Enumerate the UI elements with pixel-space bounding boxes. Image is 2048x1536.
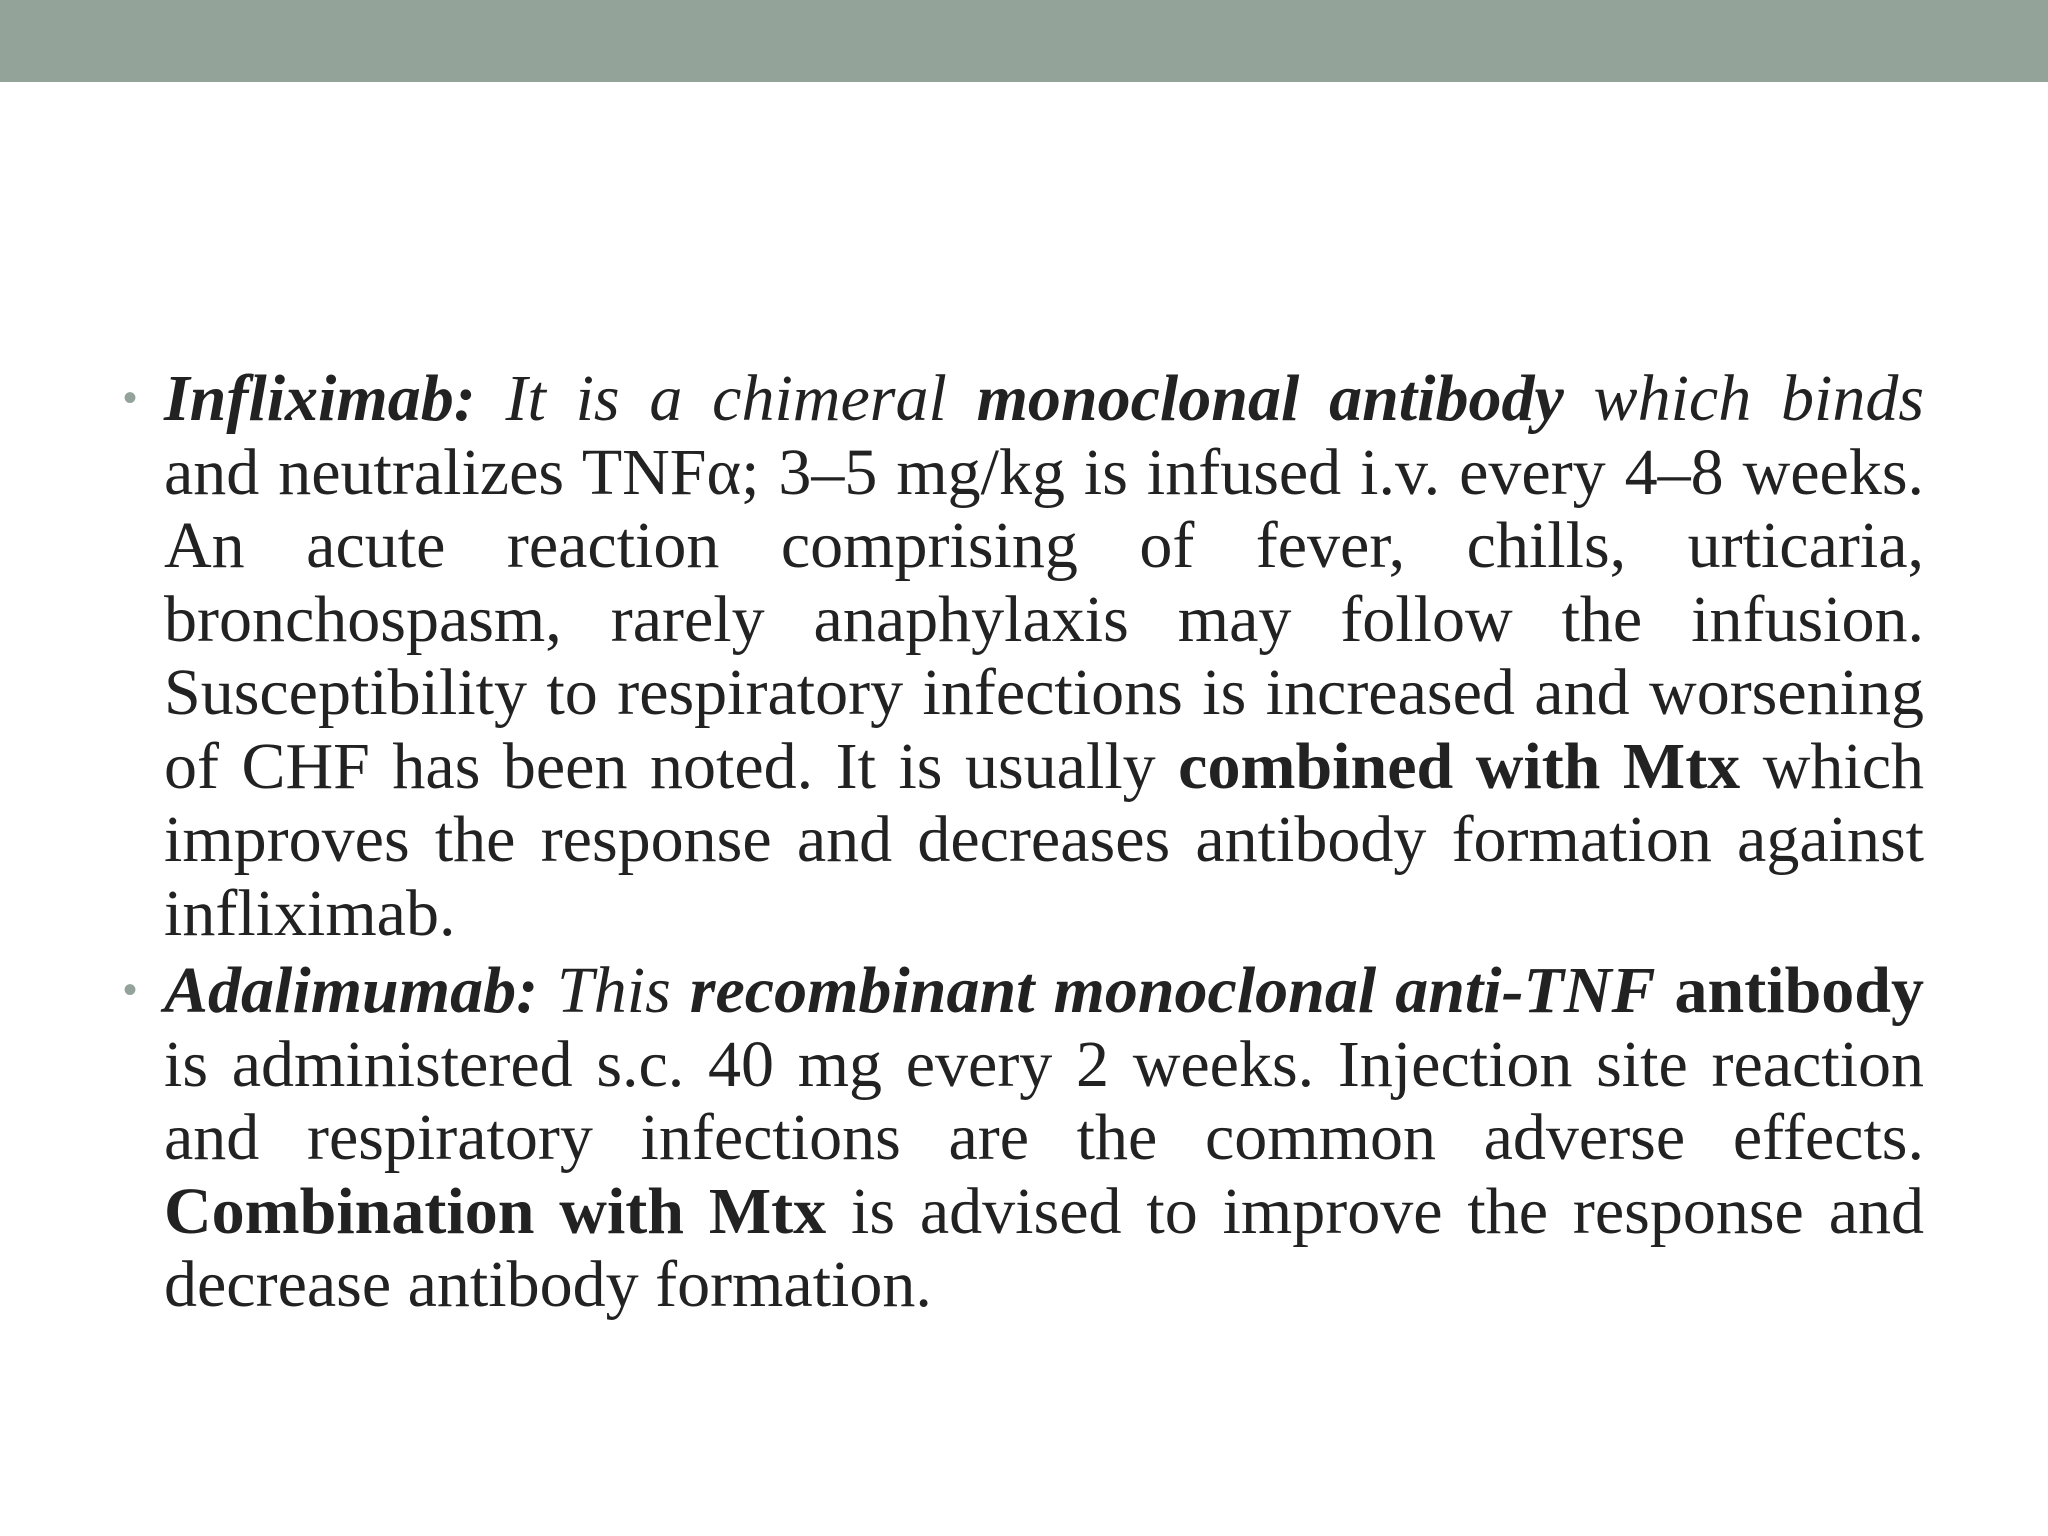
bullet-adalimumab	[118, 954, 1924, 1322]
adalimumab-body-text-2: is advised to improve the response and decrease antibody formation.	[164, 1174, 1925, 1321]
adalimumab-emphasis: Combination with Mtx	[164, 1174, 827, 1248]
infliximab-body-text-2: which improves the response and decreases antibody formation against infliximab.	[164, 729, 1924, 950]
bullet-infliximab	[118, 362, 1924, 950]
drug-name-adalimumab: Adalimumab:	[164, 954, 539, 1027]
adalimumab-body-text: is administered s.c. 40 mg every 2 weeks. Injection site reaction and respiratory infections are the common adverse effects.	[164, 1027, 1924, 1174]
infliximab-text-bold-italic: monoclonal antibody	[976, 362, 1564, 435]
adalimumab-text-italic: This	[538, 954, 690, 1027]
adalimumab-text-bold: antibody	[1655, 954, 1924, 1027]
top-header-band	[0, 0, 2048, 82]
adalimumab-text-bold-italic: recombinant monoclonal anti-TNF	[689, 954, 1656, 1027]
slide-content	[118, 362, 1924, 1326]
bullet-dot-icon: •	[123, 968, 138, 1012]
bullet-list	[118, 362, 1924, 1322]
drug-name-infliximab: Infliximab:	[164, 362, 476, 435]
bullet-dot-icon: •	[123, 376, 138, 420]
infliximab-emphasis: combined with Mtx	[1178, 729, 1741, 803]
infliximab-text-italic: It is a chimeral	[475, 362, 977, 435]
infliximab-text-italic-2: which binds	[1563, 362, 1925, 435]
infliximab-body-text: and neutralizes TNFα; 3–5 mg/kg is infused i.v. every 4–8 weeks. An acute reaction comprising of fever, chills, urticaria, bronchospasm, rarely anaphylaxis may follow the infusion. Susceptibility to respiratory infections is increased and worsening of CHF has been noted. It is usually	[164, 435, 1924, 803]
